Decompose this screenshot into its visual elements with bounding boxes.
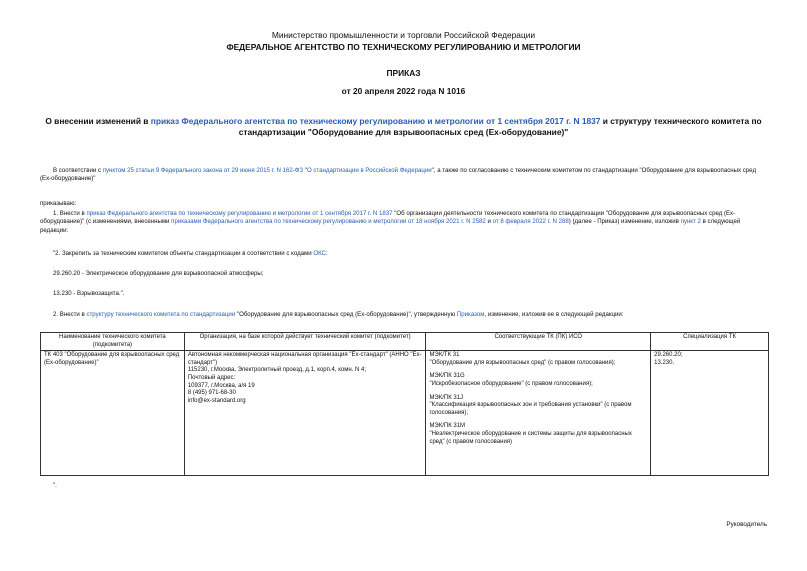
- order-link[interactable]: Приказом: [456, 311, 485, 318]
- iso-code: МЭК/ПК 31G: [429, 373, 465, 380]
- title-suffix: и структуру технического комитета по стандартизации "Оборудование для взрывоопасных сред (Ex-оборудование)": [238, 116, 762, 137]
- federal-law-link[interactable]: пунктом 25 статьи 9 Федерального закона от 29 июня 2015 г. N 162-ФЗ: [102, 167, 304, 174]
- iso-group: [429, 423, 647, 446]
- org-address: 115230, г.Москва, Электролитный проезд, д.1, корп.4, комн. N 4;: [187, 367, 367, 374]
- closing-quote: ".: [53, 482, 57, 489]
- table-row: [41, 351, 769, 476]
- order-288-link[interactable]: от 8 февраля 2022 г. N 288: [492, 218, 569, 226]
- header-committee-name: Наименование технического комитета (подкомитета): [41, 333, 185, 351]
- org-postal-label: Почтовый адрес:: [187, 374, 236, 381]
- table-header-row: [41, 333, 769, 351]
- item1-text-4: ) (далее - Приказ) изменение, изложив: [568, 218, 681, 226]
- order-word: приказываю:: [40, 200, 77, 207]
- point-2-link[interactable]: пункт 2: [680, 218, 701, 226]
- iso-group: [429, 352, 647, 367]
- document-date-number: от 20 апреля 2022 года N 1016: [341, 86, 466, 96]
- committee-table: [40, 332, 769, 476]
- intro-paragraph: [40, 167, 768, 184]
- item2-text-1: 2. Внести в: [53, 311, 87, 318]
- committee-cell: ТК 403 "Оборудование для взрывоопасных сред (Ex-оборудование)": [41, 351, 185, 476]
- item-2-paragraph: [40, 311, 768, 319]
- item2-text-2: "Оборудование для взрывоопасных сред (Ex-оборудование)", утвержденную: [235, 311, 457, 318]
- ministry-name: Министерство промышленности и торговли Российской Федерации: [271, 30, 536, 40]
- header-organization: Организация, на базе которой действует технический комитет (подкомитет): [184, 333, 426, 351]
- code-line-1: 29.260.20 - Электрическое оборудование для взрывоопасной атмосферы;: [53, 270, 264, 277]
- signature-label: Руководитель: [726, 521, 767, 528]
- specialization-code: 29.260.20;: [654, 352, 683, 359]
- oks-link[interactable]: ОКС: [313, 250, 326, 257]
- org-postal-address: 109377, г.Москва, а/я 19: [187, 382, 255, 389]
- iso-code: МЭК/ТК 31: [429, 352, 460, 359]
- agency-name: ФЕДЕРАЛЬНОЕ АГЕНТСТВО ПО ТЕХНИЧЕСКОМУ РЕГУЛИРОВАНИЮ И МЕТРОЛОГИИ: [226, 42, 581, 52]
- intro-text-2: ": [303, 167, 307, 174]
- quote-text-2: :: [325, 250, 328, 257]
- item1-text-5: в следующей редакции:: [40, 218, 741, 234]
- item1-text-2: "Об организации деятельности технического комитета по стандартизации "Оборудование для взрывоопасных сред (Ex-оборудование)" (с изменениями, внесенными: [40, 210, 736, 226]
- intro-text-3: ", а также по согласованию с техническим комитетом по стандартизации "Оборудование для взрывоопасных сред (Ex-оборудование)": [40, 167, 756, 183]
- item2-text-3: , изменение, изложив ее в следующей редакции:: [484, 311, 624, 318]
- iso-cell: [426, 351, 651, 476]
- org-email: info@ex-standard.org: [187, 397, 246, 404]
- specialization-code: 13.230.: [654, 359, 675, 366]
- document-type: ПРИКАЗ: [386, 68, 421, 78]
- title-prefix: О внесении изменений в: [45, 116, 151, 126]
- org-name: Автономная некоммерческая национальная организация "Ex-стандарт" (АННО "Ex-стандарт"): [187, 352, 422, 366]
- header-specialization: Специализация ТК: [651, 333, 769, 351]
- quote-text-1: "2. Закрепить за техническим комитетом объекты стандартизации в соответствии с кодами: [53, 250, 314, 257]
- intro-text-1: В соответствии с: [53, 167, 103, 174]
- iso-code: МЭК/ПК 31M: [429, 423, 466, 430]
- order-2582-link[interactable]: приказами Федерального агентства по техническому регулированию и метрологии от 18 ноября 2021 г. N 2582: [171, 218, 486, 226]
- iso-group: [429, 395, 647, 418]
- title-order-link[interactable]: приказ Федерального агентства по техническому регулированию и метрологии от 1 сентября 2017 г. N 1837: [150, 116, 601, 126]
- iso-desc: "Классификация взрывоопасных зон и требования установки" (с правом голосования);: [429, 402, 632, 416]
- code-line-2: 13.230 - Взрывозащита.".: [53, 290, 125, 297]
- iso-desc: "Оборудование для взрывоопасных сред" (с правом голосования);: [429, 359, 616, 366]
- organization-cell: [184, 351, 426, 476]
- tk-structure-link[interactable]: структуру технического комитета по стандартизации: [86, 311, 236, 318]
- specialization-cell: [651, 351, 769, 476]
- order-1837-link[interactable]: приказ Федерального агентства по техническому регулированию и метрологии от 1 сентября 2017 г. N 1837: [86, 210, 393, 217]
- document-title: [40, 116, 767, 138]
- iso-code: МЭК/ПК 31J: [429, 394, 464, 401]
- iso-desc: "Неэлектрическое оборудование и системы защиты для взрывоопасных сред" (с правом голосования): [429, 430, 632, 445]
- quote-paragraph: [40, 250, 768, 258]
- org-phone: 8 (495) 971-68-30: [187, 390, 236, 397]
- item1-text-1: 1. Внести в: [53, 210, 87, 217]
- item-1-paragraph: [40, 210, 768, 235]
- header-iso: Соответствующие ТК (ПК) ИСО: [426, 333, 651, 351]
- item1-text-3: и: [485, 218, 493, 226]
- iso-group: [429, 373, 647, 388]
- iso-desc: "Искробезопасное оборудование" (с правом голосования);: [429, 380, 593, 387]
- standardization-law-link[interactable]: О стандартизации в Российской Федерации: [306, 167, 432, 174]
